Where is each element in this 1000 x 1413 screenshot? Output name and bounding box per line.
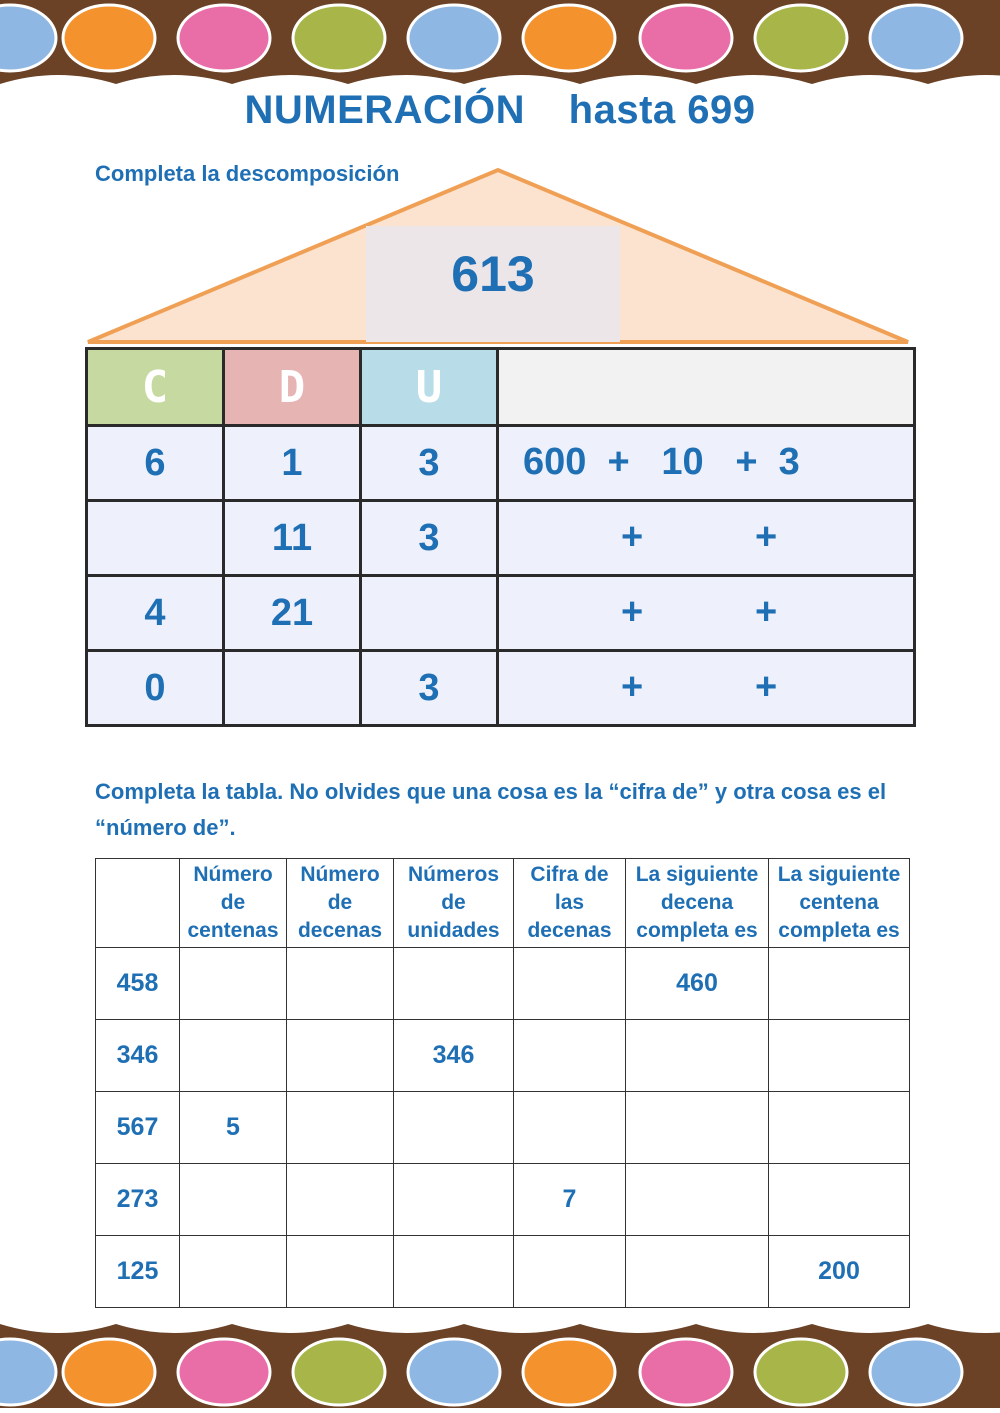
house-number: 613 <box>451 246 535 302</box>
cell-unidades[interactable] <box>361 576 498 651</box>
given-cell: 460 <box>626 948 769 1020</box>
plus-sign: + <box>621 666 644 708</box>
answer-cell[interactable] <box>514 1236 626 1308</box>
instruction-table: Completa la tabla. No olvides que una cosa es la “cifra de” y otra cosa es el “número de”. <box>95 779 887 840</box>
decorative-border-top <box>0 0 1000 90</box>
row-number: 125 <box>96 1236 180 1308</box>
cell-unidades: 3 <box>361 651 498 726</box>
row-number: 567 <box>96 1092 180 1164</box>
cell-unidades: 3 <box>361 501 498 576</box>
sum-expression: 600 + 10 + 3 <box>523 441 800 483</box>
decomposition-row <box>87 426 915 501</box>
instruction-decomposition: Completa la descomposición <box>95 161 400 186</box>
table-row <box>96 1092 910 1164</box>
answer-cell[interactable] <box>287 1092 394 1164</box>
cell-centenas: 6 <box>87 426 224 501</box>
plus-sign: + <box>621 591 644 633</box>
answer-cell[interactable] <box>287 1164 394 1236</box>
answer-cell[interactable] <box>394 1236 514 1308</box>
header-blank <box>498 349 915 426</box>
table-row <box>96 1236 910 1308</box>
header-cifra-decenas: Cifra de las decenas <box>514 859 626 948</box>
header-unidades: U <box>361 349 498 426</box>
answer-cell[interactable] <box>394 948 514 1020</box>
decomposition-row <box>87 651 915 726</box>
header-decenas: D <box>224 349 361 426</box>
title-part2: hasta 699 <box>568 88 756 132</box>
answer-cell[interactable] <box>769 948 910 1020</box>
given-cell: 200 <box>769 1236 910 1308</box>
number-table <box>95 858 910 1308</box>
cell-decenas[interactable] <box>224 651 361 726</box>
answer-cell[interactable] <box>180 1236 287 1308</box>
decomposition-row <box>87 501 915 576</box>
decorative-border-bottom <box>0 1318 1000 1408</box>
given-cell: 7 <box>514 1164 626 1236</box>
cell-sum[interactable] <box>498 651 915 726</box>
row-number: 273 <box>96 1164 180 1236</box>
plus-sign: + <box>755 591 778 633</box>
answer-cell[interactable] <box>769 1092 910 1164</box>
cell-decenas: 21 <box>224 576 361 651</box>
header-numeros-unidades: Números de unidades <box>394 859 514 948</box>
cell-sum[interactable] <box>498 576 915 651</box>
row-number: 346 <box>96 1020 180 1092</box>
answer-cell[interactable] <box>287 1236 394 1308</box>
answer-cell[interactable] <box>180 1020 287 1092</box>
table-row <box>96 1020 910 1092</box>
answer-cell[interactable] <box>626 1236 769 1308</box>
table-row <box>96 948 910 1020</box>
answer-cell[interactable] <box>394 1092 514 1164</box>
title-part1: NUMERACIÓN <box>244 88 526 132</box>
plus-sign: + <box>755 516 778 558</box>
answer-cell[interactable] <box>514 1092 626 1164</box>
header-centenas: C <box>87 349 224 426</box>
answer-cell[interactable] <box>514 948 626 1020</box>
answer-cell[interactable] <box>514 1020 626 1092</box>
answer-cell[interactable] <box>180 1164 287 1236</box>
given-cell: 5 <box>180 1092 287 1164</box>
table-row <box>96 1164 910 1236</box>
row-number: 458 <box>96 948 180 1020</box>
header-numero-centenas: Número de centenas <box>180 859 287 948</box>
cell-centenas: 4 <box>87 576 224 651</box>
plus-sign: + <box>621 516 644 558</box>
header-siguiente-decena: La siguiente decena completa es <box>626 859 769 948</box>
cell-sum[interactable] <box>498 501 915 576</box>
cell-unidades: 3 <box>361 426 498 501</box>
header-numero-decenas: Número de decenas <box>287 859 394 948</box>
answer-cell[interactable] <box>626 1164 769 1236</box>
given-cell: 346 <box>394 1020 514 1092</box>
answer-cell[interactable] <box>626 1092 769 1164</box>
decomposition-row <box>87 576 915 651</box>
answer-cell[interactable] <box>287 1020 394 1092</box>
plus-sign: + <box>755 666 778 708</box>
decomposition-header-row <box>87 349 915 426</box>
header-number <box>96 859 180 948</box>
cell-centenas[interactable] <box>87 501 224 576</box>
cell-decenas: 11 <box>224 501 361 576</box>
cell-centenas: 0 <box>87 651 224 726</box>
answer-cell[interactable] <box>180 948 287 1020</box>
decomposition-table <box>85 347 916 727</box>
answer-cell[interactable] <box>769 1164 910 1236</box>
answer-cell[interactable] <box>769 1020 910 1092</box>
cell-decenas: 1 <box>224 426 361 501</box>
answer-cell[interactable] <box>394 1164 514 1236</box>
answer-cell[interactable] <box>626 1020 769 1092</box>
answer-cell[interactable] <box>287 948 394 1020</box>
number-table-header <box>96 859 910 948</box>
header-siguiente-centena: La siguiente centena completa es <box>769 859 910 948</box>
cell-sum <box>498 426 915 501</box>
page-title <box>0 88 1000 133</box>
